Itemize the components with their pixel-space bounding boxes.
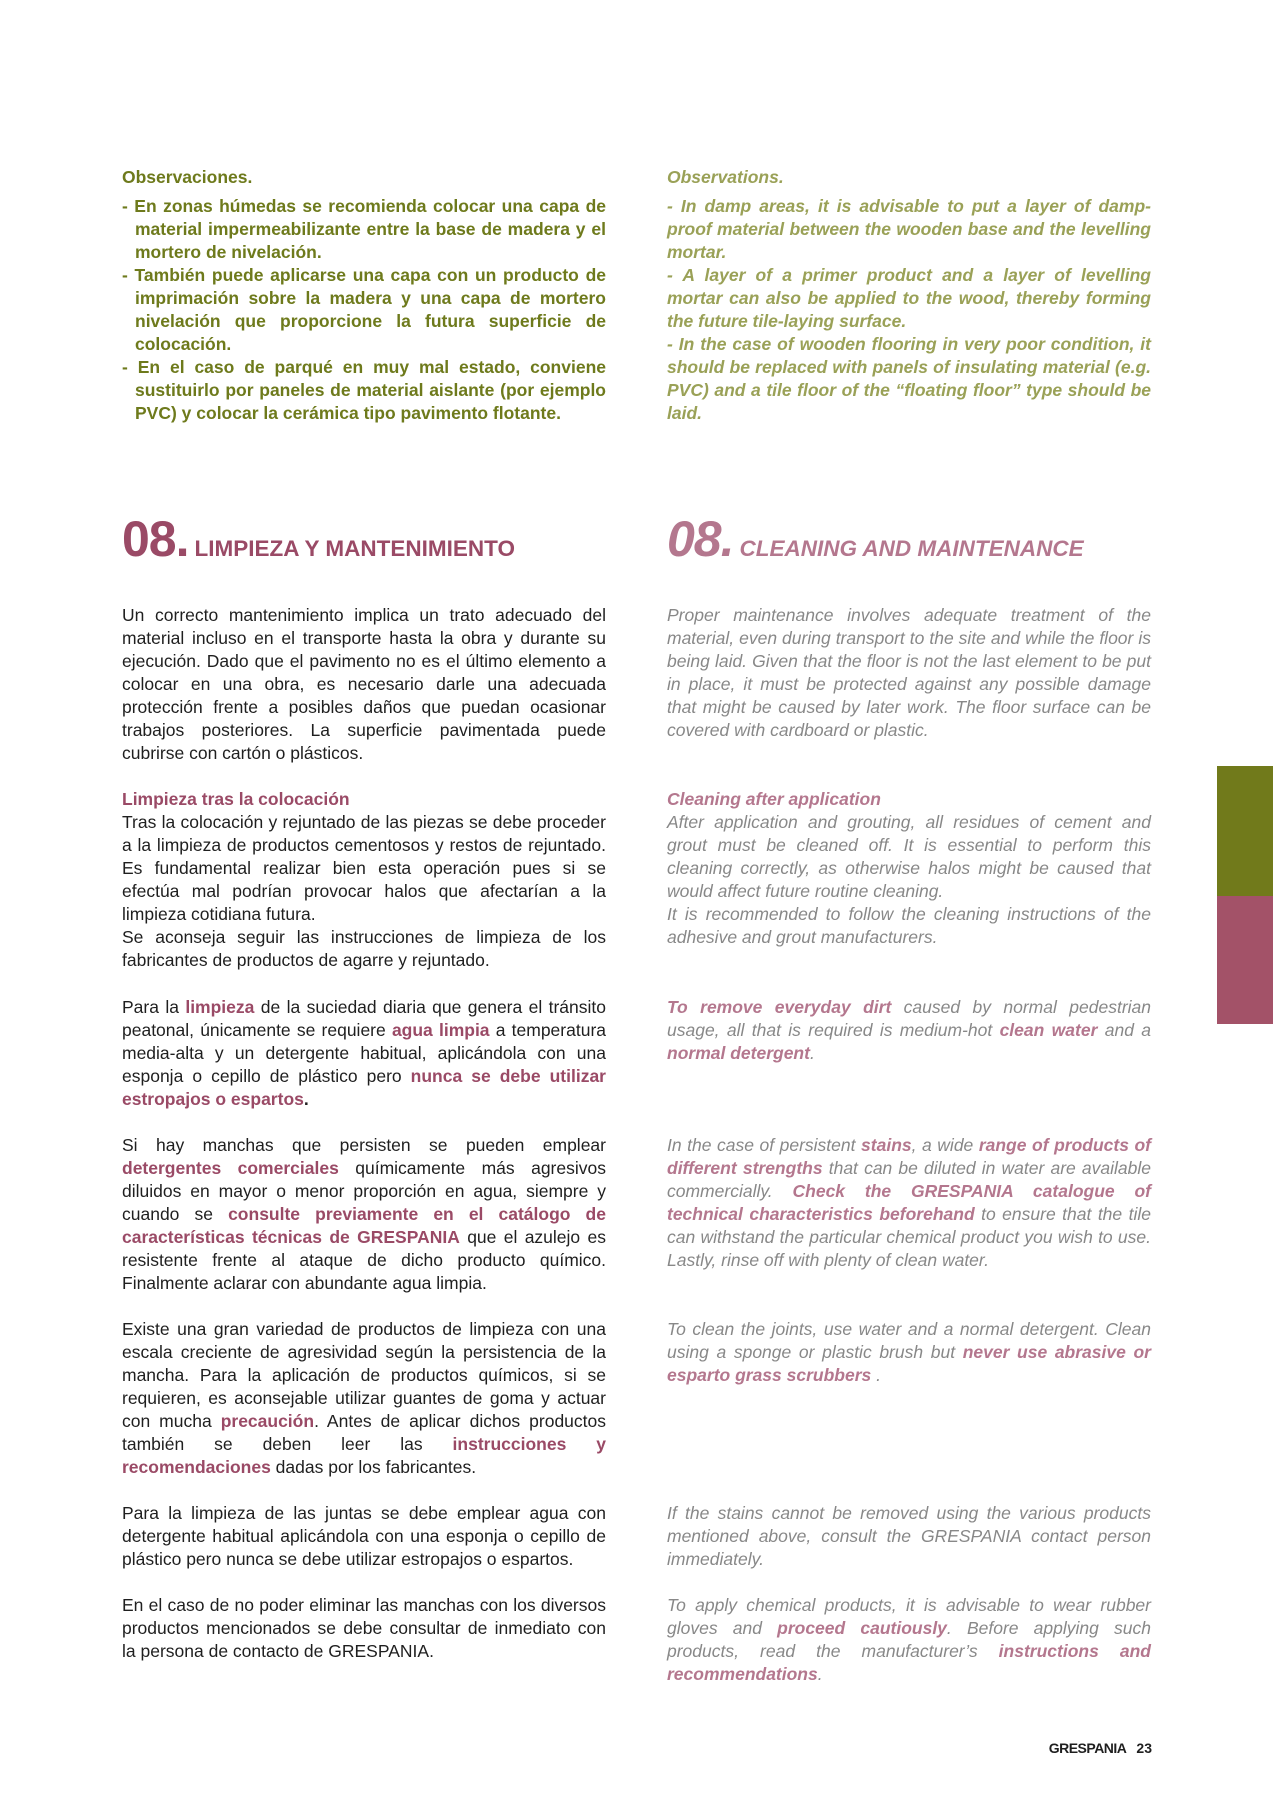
page-number: 23 (1136, 1740, 1152, 1756)
text-run: caused by normal pedestrian usage, all that is required is medium-hot (667, 997, 1152, 1040)
side-tab-olive (1217, 766, 1273, 896)
en-after-paragraph: It is recommended to follow the cleaning instructions of the adhesive and grout manufacturers. (667, 904, 1151, 947)
highlight-text: stains (861, 1135, 912, 1155)
highlight-text: nunca se debe utilizar estropajos o espartos (122, 1066, 606, 1109)
highlight-text: never use abrasive or esparto grass scrubbers (667, 1342, 1151, 1385)
en-persistent-stains (667, 1134, 1151, 1272)
observations-en (667, 166, 1151, 425)
highlight-text: consulte previamente en el catálogo de características técnicas de GRESPANIA (122, 1204, 606, 1247)
highlight-text: precaución (220, 1411, 315, 1431)
side-tab-magenta (1217, 896, 1273, 1024)
text-run: . (871, 1365, 881, 1385)
observations-es-item: - En zonas húmedas se recomienda colocar una capa de material impermeabilizante entre la base de madera y el mortero de nivelación. (122, 196, 606, 262)
en-contact-paragraph: If the stains cannot be removed using the various products mentioned above, consult the GRESPANIA contact person immediately. (667, 1503, 1151, 1569)
highlight-text: clean water (999, 1020, 1098, 1040)
text-run: Para la (122, 997, 186, 1017)
observations-es-item: - También puede aplicarse una capa con un producto de imprimación sobre la madera y una capa de mortero nivelación que proporcione la futura superficie de colocación. (122, 265, 606, 354)
es-cleaning-products (122, 1318, 606, 1479)
highlight-text: range of products of different strengths (667, 1135, 1151, 1178)
highlight-text: agua limpia (391, 1020, 490, 1040)
section-title-es (122, 510, 515, 570)
text-run: Si hay manchas que persisten se pueden emplear (122, 1135, 606, 1155)
section-heading-es: LIMPIEZA Y MANTENIMIENTO (194, 536, 515, 561)
en-joints-paragraph (667, 1318, 1151, 1387)
text-run: . (303, 1089, 309, 1109)
en-after-paragraph: After application and grouting, all residues of cement and grout must be cleaned off. It is essential to perform this cleaning correctly, as otherwise halos might be caused that would affect future routine cleaning. (667, 812, 1151, 901)
es-after-application (122, 788, 606, 972)
text-run: , a wide (911, 1135, 979, 1155)
highlight-text: instrucciones y recomendaciones (122, 1434, 606, 1477)
section-heading-en: CLEANING AND MAINTENANCE (739, 536, 1084, 561)
text-run: . (809, 1043, 815, 1063)
en-subheading: Cleaning after application (667, 789, 881, 809)
highlight-text: Check the GRESPANIA catalogue of technical characteristics beforehand (667, 1181, 1151, 1224)
highlight-text: normal detergent (667, 1043, 810, 1063)
es-contact-paragraph: En el caso de no poder eliminar las manchas con los diversos productos mencionados se debe consultar de inmediato con la persona de contacto de GRESPANIA. (122, 1595, 606, 1661)
section-number-es: 08. (122, 511, 189, 567)
es-after-paragraph: Se aconseja seguir las instrucciones de limpieza de los fabricantes de productos de agarre y rejuntado. (122, 927, 606, 970)
observations-en-item: - A layer of a primer product and a layer of levelling mortar can also be applied to the wood, thereby forming the future tile-laying surface. (667, 265, 1151, 331)
text-run: químicamente más agresivos diluidos en mayor o menor proporción en agua, siempre y cuando se (122, 1158, 606, 1224)
footer-brand-logo: GRESPANIA (1048, 1740, 1127, 1756)
observations-es (122, 166, 606, 425)
text-run: . Before applying such products, read the manufacturer’s (667, 1618, 1151, 1661)
es-subheading: Limpieza tras la colocación (122, 789, 350, 809)
highlight-text: proceed cautiously (777, 1618, 947, 1638)
observations-en-item: - In damp areas, it is advisable to put a layer of damp-proof material between the wooden base and the levelling mortar. (667, 196, 1151, 262)
text-run: de la suciedad diaria que genera el tránsito peatonal, únicamente se requiere (122, 997, 606, 1040)
highlight-text: detergentes comerciales (122, 1158, 339, 1178)
text-run: to ensure that the tile can withstand the particular chemical product you wish to use. Lastly, rinse off with plenty of clean water. (667, 1204, 1151, 1270)
observations-en-heading: Observations. (667, 167, 784, 187)
en-intro-paragraph: Proper maintenance involves adequate treatment of the material, even during transport to the site and while the floor is being laid. Given that the floor is not the last element to be put in place, it must be protected against any possible damage that might be caused by later work. The floor surface can be covered with cardboard or plastic. (667, 605, 1151, 740)
text-run: a temperatura media-alta y un detergente habitual, aplicándola con una esponja o cepillo de plástico pero (122, 1020, 607, 1086)
section-number-en: 08. (667, 511, 734, 567)
en-daily-cleaning (667, 996, 1151, 1065)
text-run: To clean the joints, use water and a normal detergent. Clean using a sponge or plastic brush but (667, 1319, 1151, 1362)
observations-es-heading: Observaciones. (122, 167, 253, 187)
highlight-text: limpieza (185, 997, 255, 1017)
text-run: . (817, 1664, 823, 1684)
es-persistent-stains (122, 1134, 606, 1295)
highlight-text: instructions and recommendations (667, 1641, 1151, 1684)
text-run: dadas por los fabricantes. (270, 1457, 477, 1477)
es-joints-paragraph: Para la limpieza de las juntas se debe emplear agua con detergente habitual aplicándola con una esponja o cepillo de plástico pero nunca se debe utilizar estropajos o espartos. (122, 1503, 606, 1569)
highlight-text: To remove everyday dirt (667, 997, 892, 1017)
es-intro-paragraph: Un correcto mantenimiento implica un trato adecuado del material incluso en el transporte hasta la obra y durante su ejecución. Dado que el pavimento no es el último elemento a colocar en una obra, es necesario darle una adecuada protección frente a posibles daños que puedan ocasionar trabajos posteriores. La superficie pavimentada puede cubrirse con cartón o plásticos. (122, 605, 606, 763)
text-run: . Antes de aplicar dichos productos también se deben leer las (122, 1411, 606, 1454)
text-run: In the case of persistent (667, 1135, 862, 1155)
es-after-paragraph: Tras la colocación y rejuntado de las piezas se debe proceder a la limpieza de productos cementosos y restos de rejuntado. Es fundamental realizar bien esta operación pues si se efectúa mal podrían provocar halos que afectarían a la limpieza cotidiana futura. (122, 812, 606, 924)
observations-es-item: - En el caso de parqué en muy mal estado, conviene sustituirlo por paneles de material aislante (por ejemplo PVC) y colocar la cerámica tipo pavimento flotante. (122, 357, 606, 423)
es-daily-cleaning (122, 996, 606, 1111)
section-title-en (667, 510, 1084, 570)
en-chemical-products (667, 1594, 1151, 1686)
text-run: To apply chemical products, it is advisable to wear rubber gloves and (667, 1595, 1151, 1638)
observations-en-item: - In the case of wooden flooring in very poor condition, it should be replaced with panels of insulating material (e.g. PVC) and a tile floor of the “floating floor” type should be laid. (667, 334, 1151, 423)
text-run: Existe una gran variedad de productos de limpieza con una escala creciente de agresividad según la persistencia de la mancha. Para la aplicación de productos químicos, si se requieren, es aconsejable utilizar guantes de goma y actuar con mucha (122, 1319, 606, 1431)
text-run: que el azulejo es resistente frente al ataque de dicho producto químico. Finalmente aclarar con abundante agua limpia. (122, 1227, 606, 1293)
page-footer (1000, 1740, 1152, 1756)
text-run: and a (1097, 1020, 1152, 1040)
en-after-application (667, 788, 1151, 949)
text-run: that can be diluted in water are available commercially. (667, 1158, 1152, 1201)
